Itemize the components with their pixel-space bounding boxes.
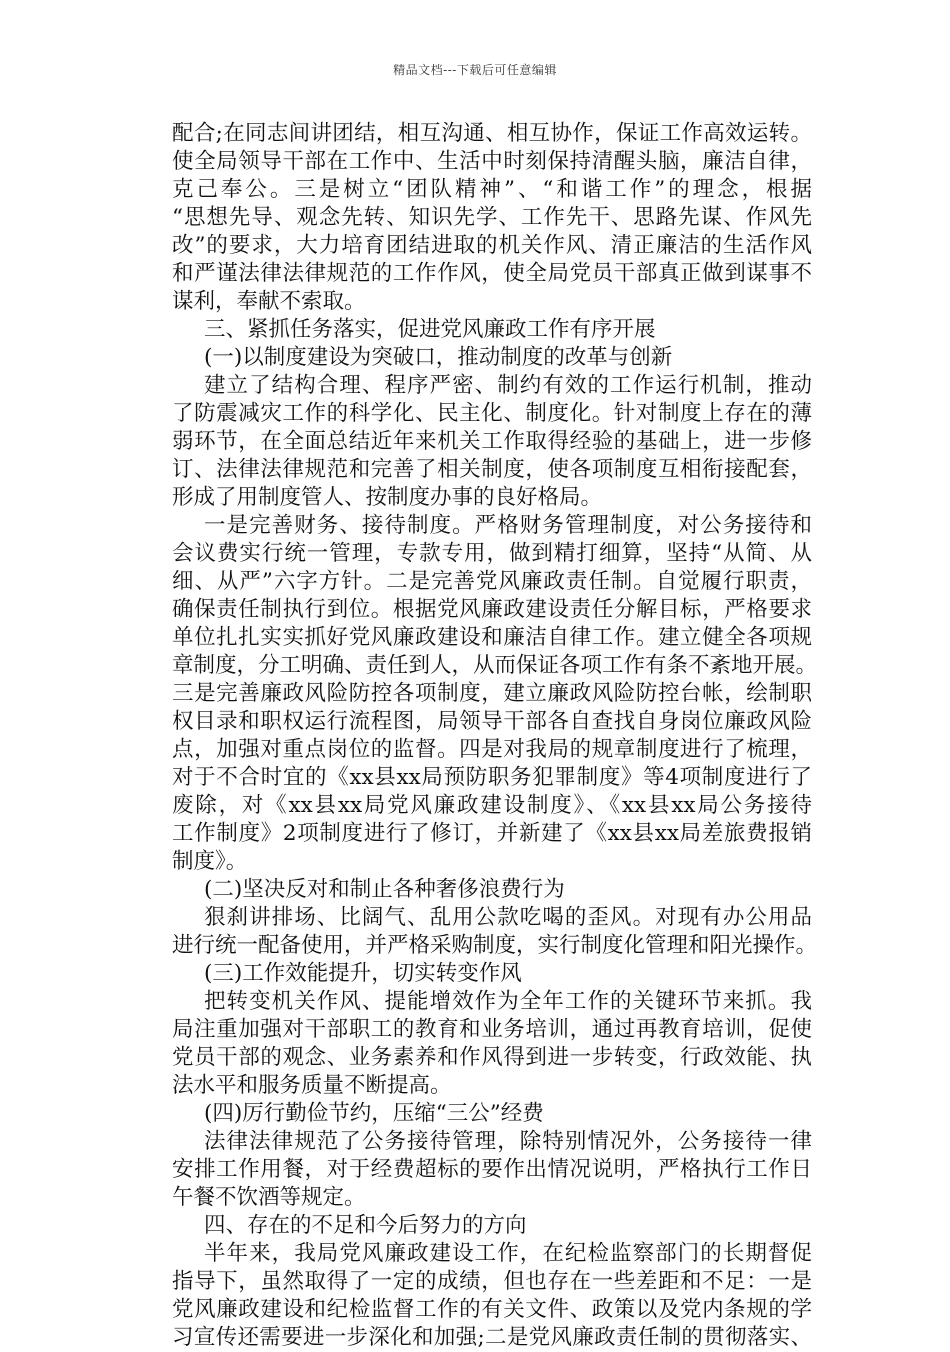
text-line: 党风廉政建设和纪检监督工作的有关文件、政策以及党内条规的学 [172,1297,812,1322]
document-body [172,120,818,1352]
text-line: 习宣传还需要进一步深化和加强;二是党风廉政责任制的贯彻落实、 [172,1325,812,1350]
text-line: 安排工作用餐，对于经费超标的要作出情况说明，严格执行工作日 [172,1157,812,1182]
text-line: 把转变机关作风、提能增效作为全年工作的关键环节来抓。我 [204,989,812,1014]
text-line: (二)坚决反对和制止各种奢侈浪费行为 [204,877,565,902]
text-line: 法律法律规范了公务接待管理，除特别情况外，公务接待一律 [204,1129,812,1154]
text-line: 工作制度》2项制度进行了修订，并新建了《xx县xx局差旅费报销 [172,821,812,846]
text-line: 弱环节，在全面总结近年来机关工作取得经验的基础上，进一步修 [172,429,812,454]
text-line: 党员干部的观念、业务素养和作风得到进一步转变，行政效能、执 [172,1045,812,1070]
text-line: 确保责任制执行到位。根据党风廉政建设责任分解目标，严格要求 [172,597,812,622]
text-line: 会议费实行统一管理，专款专用，做到精打细算，坚持“从简、从 [172,541,812,566]
text-line: 三是完善廉政风险防控各项制度，建立廉政风险防控台帐，绘制职 [172,681,812,706]
text-line: 订、法律法律规范和完善了相关制度，使各项制度互相衔接配套， [172,457,812,482]
text-line: 形成了用制度管人、按制度办事的良好格局。 [172,485,603,510]
text-line: 进行统一配备使用，并严格采购制度，实行制度化管理和阳光操作。 [172,933,818,958]
text-line: 指导下，虽然取得了一定的成绩，但也存在一些差距和不足：一是 [172,1269,812,1294]
text-line: 局注重加强对干部职工的教育和业务培训，通过再教育培训，促使 [172,1017,812,1042]
text-line: 配合;在同志间讲团结，相互沟通、相互协作，保证工作高效运转。 [172,121,812,146]
page-header: 精品文档---下载后可任意编辑 [393,63,557,77]
text-line: 半年来，我局党风廉政建设工作，在纪检监察部门的长期督促 [204,1241,812,1266]
text-line: 和严谨法律法律规范的工作作风，使全局党员干部真正做到谋事不 [172,261,812,286]
text-line: (四)厉行勤俭节约，压缩“三公”经费 [204,1101,544,1126]
text-line: 点，加强对重点岗位的监督。四是对我局的规章制度进行了梳理， [172,737,812,762]
text-line: (一)以制度建设为突破口，推动制度的改革与创新 [204,345,673,370]
text-line: “思想先导、观念先转、知识先学、工作先干、思路先谋、作风先 [172,205,812,230]
text-line: 狠刹讲排场、比阔气、乱用公款吃喝的歪风。对现有办公用品 [204,905,812,930]
text-line: 法水平和服务质量不断提高。 [172,1073,452,1098]
text-line: 制度》。 [172,849,248,874]
text-line: 谋利，奉献不索取。 [172,289,366,314]
text-line: (三)工作效能提升，切实转变作风 [204,961,522,986]
text-line: 三、紧抓任务落实，促进党风廉政工作有序开展 [204,317,656,342]
text-line: 章制度，分工明确、责任到人，从而保证各项工作有条不紊地开展。 [172,653,818,678]
text-line: 了防震减灾工作的科学化、民主化、制度化。针对制度上存在的薄 [172,401,812,426]
text-line: 建立了结构合理、程序严密、制约有效的工作运行机制，推动 [204,373,812,398]
text-line: 对于不合时宜的《xx县xx局预防职务犯罪制度》等4项制度进行了 [172,765,812,790]
text-line: 使全局领导干部在工作中、生活中时刻保持清醒头脑，廉洁自律， [172,149,812,174]
text-line: 权目录和职权运行流程图，局领导干部各自查找自身岗位廉政风险 [172,709,812,734]
text-line: 克己奉公。三是树立“团队精神”、“和谐工作”的理念，根据 [172,177,812,202]
text-line: 废除，对《xx县xx局党风廉政建设制度》、《xx县xx局公务接待 [172,793,812,818]
text-line: 细、从严”六字方针。二是完善党风廉政责任制。自觉履行职责， [172,569,812,594]
text-line: 四、存在的不足和今后努力的方向 [204,1213,527,1238]
text-line: 一是完善财务、接待制度。严格财务管理制度，对公务接待和 [204,513,812,538]
text-line: 单位扎扎实实抓好党风廉政建设和廉洁自律工作。建立健全各项规 [172,625,812,650]
text-line: 午餐不饮酒等规定。 [172,1185,366,1210]
text-line: 改”的要求，大力培育团结进取的机关作风、清正廉洁的生活作风 [172,233,812,258]
